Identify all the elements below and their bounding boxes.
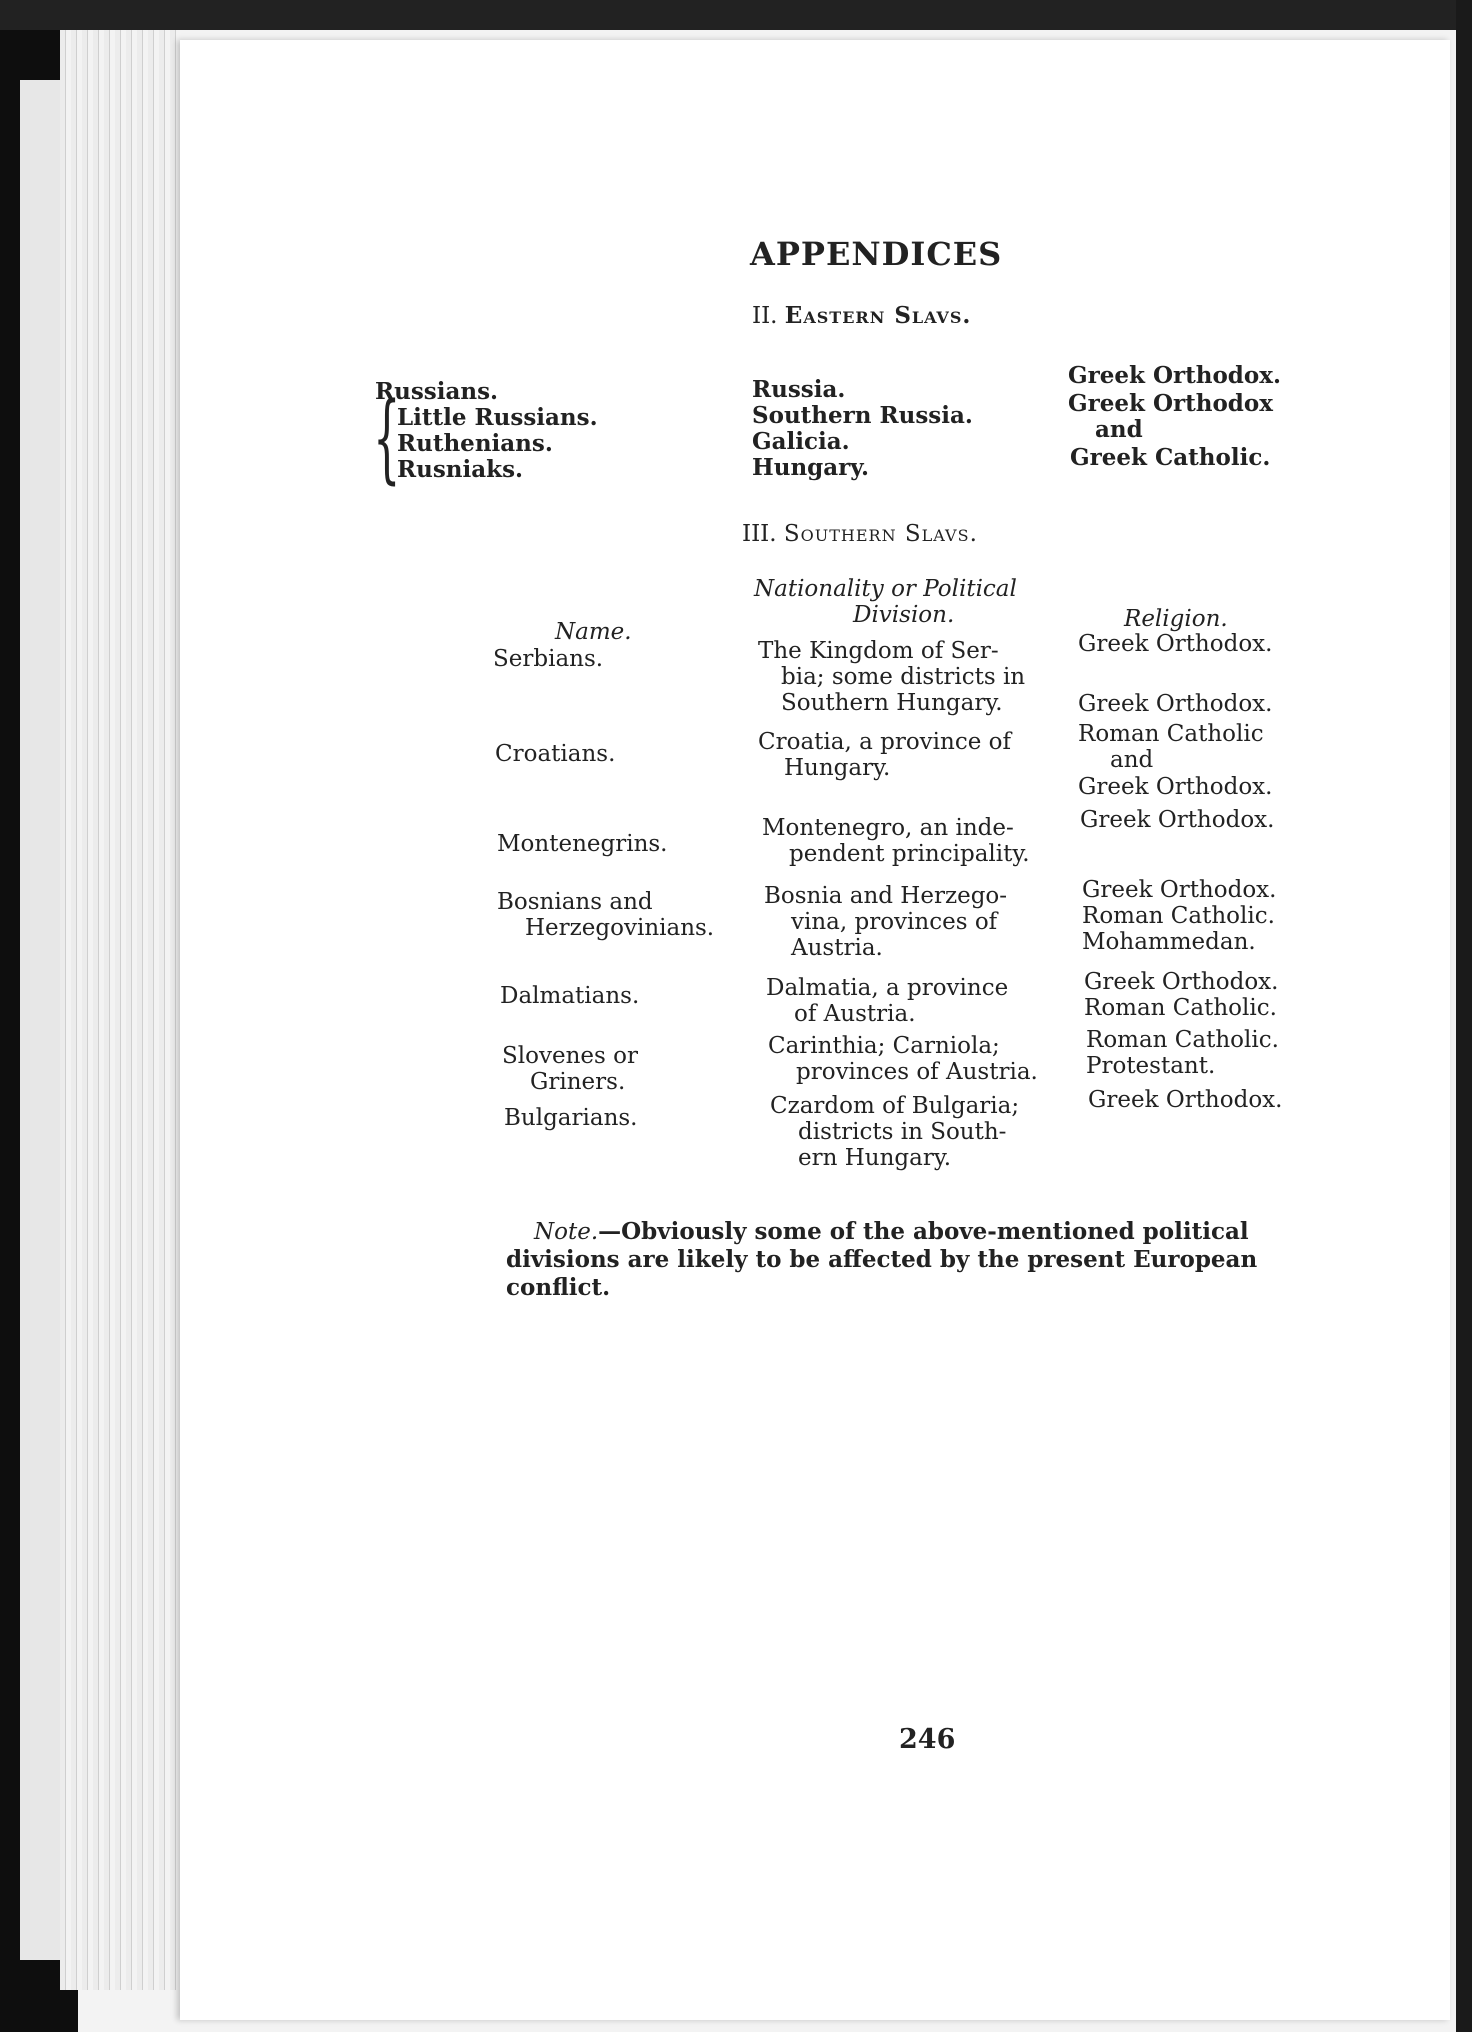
eastern-heading-text: Eastern Slavs.: [784, 302, 972, 329]
southern-division: Hungary.: [784, 755, 891, 781]
eastern-name: Little Russians.: [397, 404, 598, 431]
southern-religion: Greek Orthodox.: [1080, 807, 1275, 833]
southern-religion: Greek Orthodox.: [1084, 969, 1279, 995]
southern-name: Dalmatians.: [500, 983, 640, 1009]
southern-heading-num: III.: [742, 521, 777, 547]
eastern-heading-num: II.: [752, 303, 778, 329]
southern-name: Herzegovinians.: [525, 915, 715, 941]
eastern-name: Ruthenians.: [397, 430, 553, 457]
note-text: —Obviously some of the above-mentioned political: [598, 1218, 1249, 1245]
eastern-religion: Greek Orthodox.: [1068, 362, 1281, 389]
southern-religion: Roman Catholic.: [1086, 1027, 1279, 1053]
southern-division: Bosnia and Herzego-: [764, 883, 1008, 909]
southern-religion: Protestant.: [1086, 1053, 1216, 1079]
southern-religion: Greek Orthodox.: [1088, 1087, 1283, 1113]
southern-division: Austria.: [791, 935, 883, 961]
eastern-religion: Greek Catholic.: [1070, 444, 1271, 471]
southern-heading-text: Southern Slavs.: [783, 521, 978, 547]
page-title: APPENDICES: [750, 235, 1003, 273]
eastern-place: Russia.: [752, 376, 846, 403]
southern-religion: and: [1110, 747, 1154, 773]
eastern-place: Hungary.: [752, 454, 870, 481]
note-line: conflict.: [506, 1274, 611, 1301]
southern-division: pendent principality.: [789, 841, 1030, 867]
page-number: 246: [899, 1724, 956, 1755]
col-header-division: Nationality or Political: [754, 576, 1017, 602]
eastern-religion: Greek Orthodox: [1068, 390, 1273, 417]
southern-religion: Roman Catholic.: [1082, 903, 1275, 929]
southern-division: Dalmatia, a province: [766, 975, 1009, 1001]
col-header-name: Name.: [555, 619, 632, 645]
southern-name: Bulgarians.: [504, 1105, 638, 1131]
southern-religion: Greek Orthodox.: [1082, 877, 1277, 903]
southern-division: provinces of Austria.: [796, 1059, 1038, 1085]
southern-religion: Roman Catholic.: [1084, 995, 1277, 1021]
southern-heading: [742, 520, 978, 548]
southern-division: Southern Hungary.: [781, 690, 1003, 716]
brace-glyph: {: [373, 382, 401, 494]
eastern-religion: and: [1095, 416, 1143, 443]
southern-name: Croatians.: [495, 741, 616, 767]
southern-religion: Mohammedan.: [1082, 929, 1256, 955]
southern-division: Croatia, a province of: [758, 729, 1011, 755]
southern-religion: Greek Orthodox.: [1078, 774, 1273, 800]
southern-division: of Austria.: [794, 1001, 916, 1027]
page-stack-edges: [60, 30, 180, 1990]
southern-division: districts in South-: [798, 1119, 1007, 1145]
southern-name: Serbians.: [493, 646, 604, 672]
southern-division: Czardom of Bulgaria;: [770, 1093, 1020, 1119]
southern-name: Griners.: [530, 1069, 626, 1095]
southern-division: ern Hungary.: [798, 1145, 952, 1171]
note-line: divisions are likely to be affected by the present European: [506, 1246, 1258, 1273]
southern-religion: Roman Catholic: [1078, 721, 1264, 747]
southern-division: Montenegro, an inde-: [762, 815, 1014, 841]
southern-division: vina, provinces of: [791, 909, 998, 935]
southern-name: Bosnians and: [497, 889, 653, 915]
book-page: [180, 40, 1450, 2020]
eastern-name: Rusniaks.: [397, 456, 524, 483]
col-header-division: Division.: [853, 602, 955, 628]
col-header-religion: Religion.: [1124, 606, 1228, 632]
southern-name: Slovenes or: [502, 1043, 638, 1069]
southern-division: The Kingdom of Ser-: [758, 638, 999, 664]
southern-name: Montenegrins.: [497, 831, 668, 857]
southern-division: bia; some districts in: [781, 664, 1026, 690]
note-line: [534, 1218, 1249, 1246]
southern-religion: Greek Orthodox.: [1078, 691, 1273, 717]
top-shadow: [0, 0, 1472, 30]
eastern-name: Russians.: [375, 378, 499, 405]
southern-division: Carinthia; Carniola;: [768, 1033, 1000, 1059]
southern-religion: Greek Orthodox.: [1078, 631, 1273, 657]
eastern-place: Southern Russia.: [752, 402, 973, 429]
eastern-heading: [752, 302, 971, 330]
eastern-place: Galicia.: [752, 428, 850, 455]
right-shadow: [1456, 0, 1472, 2032]
note-label: Note.: [534, 1219, 599, 1245]
